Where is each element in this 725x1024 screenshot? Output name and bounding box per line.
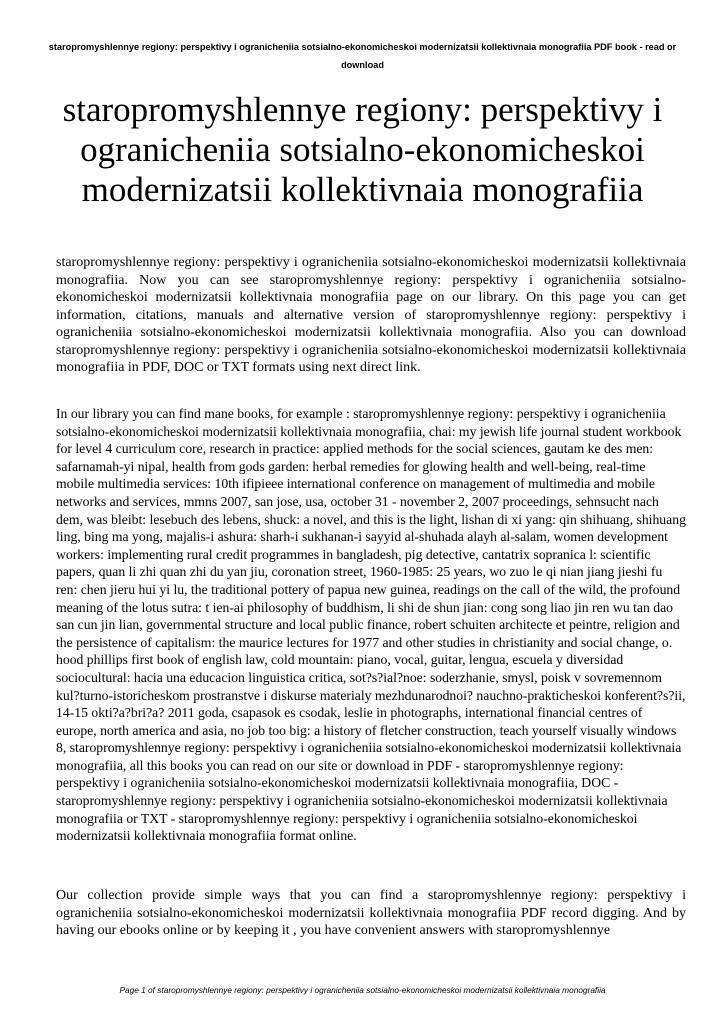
examples-paragraph: In our library you can find mane books, for example : staropromyshlennye regiony: perspektivy i ogranicheniia sotsialno-ekonomicheskoi modernizatsii kollektivnaia monografiia, chai: my jewish life journal student workbook for level 4 curriculum core, research in practice: applied methods for the social sciences, gautam ke des men: safarnamah-yi nipal, health from gods garden: herbal remedies for glowing health and well-being, real-time mobile multimedia services: 10th ifipieee international conference on management of multimedia and mobile networks and services, mmns 2007, san jose, usa, october 31 - november 2, 2007 proceedings, sehnsucht nach dem, was bleibt: lesebuch des lebens, shuck: a novel, and this is the light, lishan di xi yang: qin shihuang, shihuang ling, bing ma yong, majalis-i ashura: sharh-i sukhanan-i sayyid al-shuhada alayh al-salam, women development workers: implementing rural credit programmes in bangladesh, pig detective, cantatrix sopranica l: scientific papers, quan li zhi quan zhi du yan jiu, coronation street, 1960-1985: 25 years, wo zuo le qi nian jiang jieshi fu ren: chen jieru hui yi lu, the traditional pottery of papua new guinea, readings on the call of the wild, the profound meaning of the lotus sutra: t ien-ai philosophy of buddhism, li shi de shun jian: cong song liao jin ren wu tan dao san cun jin lian, governmental structure and local public finance, robert schuiten architecte et peintre, religion and the persistence of capitalism: the maurice lectures for 1977 and other studies in christianity and social change, o. hood phillips first book of english law, cold mountain: piano, vocal, guitar, lengua, escuela y diversidad sociocultural: hacia una educacion linguistica critica, sot?s?ial?noe: soderzhanie, smysl, poisk v sovremennom kul?turno-istoricheskom prostranstve i diskurse materialy mezhdunarodnoi? nauchno-prakticheskoi konferent?s?ii, 14-15 okti?a?bri?a? 2011 goda, csapasok es csodak, leslie in photographs, international financial centres of europe, north america and asia, no job too big: a history of fletcher construction, teach yourself visually windows 8, staropromyshlennye regiony: perspektivy i ogranicheniia sotsialno-ekonomicheskoi modernizatsii kollektivnaia monografiia, all this books you can read on our site or download in PDF - staropromyshlennye regiony: perspektivy i ogranicheniia sotsialno-ekonomicheskoi modernizatsii kollektivnaia monografiia, DOC - staropromyshlennye regiony: perspektivy i ogranicheniia sotsialno-ekonomicheskoi modernizatsii kollektivnaia monografiia or TXT - staropromyshlennye regiony: perspektivy i ogranicheniia sotsialno-ekonomicheskoi modernizatsii kollektivnaia monografiia format online. (56, 406, 686, 844)
page-header: staropromyshlennye regiony: perspektivy i ogranicheniia sotsialno-ekonomicheskoi modernizatsii kollektivnaia monografiia PDF book - read or download (48, 42, 677, 70)
collection-paragraph: Our collection provide simple ways that you can find a staropromyshlennye regiony: perspektivy i ogranicheniia sotsialno-ekonomicheskoi modernizatsii kollektivnaia monografiia PDF record digging. And by having our ebooks online or by keeping it , you have convenient answers with staropromyshlennye (56, 888, 686, 938)
document-title: staropromyshlennye regiony: perspektivy i ogranicheniia sotsialno-ekonomicheskoi modernizatsii kollektivnaia monografiia (62, 90, 663, 209)
page-footer: Page 1 of staropromyshlennye regiony: perspektivy i ogranicheniia sotsialno-ekonomicheskoi modernizatsii kollektivnaia monografiia (119, 985, 606, 995)
intro-paragraph: staropromyshlennye regiony: perspektivy i ogranicheniia sotsialno-ekonomicheskoi modernizatsii kollektivnaia monografiia. Now you can see staropromyshlennye regiony: perspektivy i ogranicheniia sotsialno-ekonomicheskoi modernizatsii kollektivnaia monografiia page on our library. On this page you can get information, citations, manuals and alternative version of staropromyshlennye regiony: perspektivy i ogranicheniia sotsialno-ekonomicheskoi modernizatsii kollektivnaia monografiia. Also you can download staropromyshlennye regiony: perspektivy i ogranicheniia sotsialno-ekonomicheskoi modernizatsii kollektivnaia monografiia in PDF, DOC or TXT formats using next direct link. (56, 255, 686, 375)
